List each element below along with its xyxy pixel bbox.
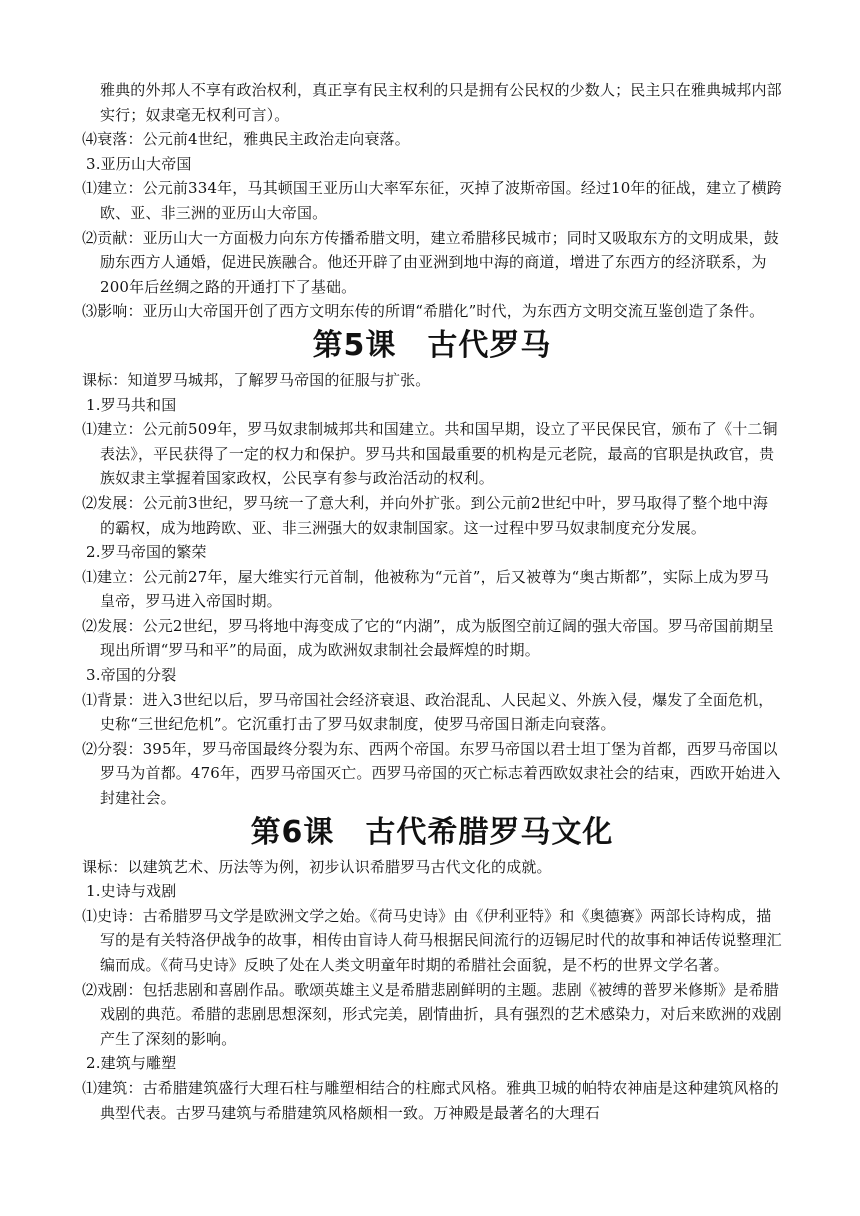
list-item: ⑶影响：亚历山大帝国开创了西方文明东传的所谓“希腊化”时代，为东西方文明交流互鉴创造了条件。	[82, 302, 765, 321]
page-content	[82, 78, 782, 1125]
list-item: ⑵发展：公元2世纪，罗马将地中海变成了它的“内湖”，成为版图空前辽阔的强大帝国。罗马帝国前期呈现出所谓“罗马和平”的局面，成为欧洲奴隶制社会最辉煌的时期。	[82, 616, 774, 660]
subsection-heading: 1.史诗与戏剧	[86, 882, 177, 901]
subsection-heading: 1.罗马共和国	[86, 395, 177, 414]
list-item: ⑵贡献：亚历山大一方面极力向东方传播希腊文明，建立希腊移民城市；同时又吸取东方的文明成果，鼓励东西方人通婚，促进民族融合。他还开辟了由亚洲到地中海的商道，增进了东西方的经济联系，为200年后丝绸之路的开通打下了基础。	[82, 228, 779, 296]
list-item: ⑴背景：进入3世纪以后，罗马帝国社会经济衰退、政治混乱、人民起义、外族入侵，爆发了全面危机，史称“三世纪危机”。它沉重打击了罗马奴隶制度，使罗马帝国日渐走向衰落。	[82, 690, 774, 734]
subsection-heading: 2.建筑与雕塑	[86, 1054, 177, 1073]
lesson-6-title: 第6课 古代希腊罗马文化	[250, 814, 614, 850]
subsection-heading: 3.亚历山大帝国	[86, 154, 192, 173]
list-item: ⑵分裂：395年，罗马帝国最终分裂为东、西两个帝国。东罗马帝国以君士坦丁堡为首都，西罗马帝国以罗马为首都。476年，西罗马帝国灭亡。西罗马帝国的灭亡标志着西欧奴隶社会的结束，西欧开始进入封建社会。	[82, 739, 781, 808]
list-item: ⑵戏剧：包括悲剧和喜剧作品。歌颂英雄主义是希腊悲剧鲜明的主题。悲剧《被缚的普罗米修斯》是希腊戏剧的典范。希腊的悲剧思想深刻，形式完美，剧情曲折，具有强烈的艺术感染力，对后来欧洲的戏剧产生了深刻的影响。	[82, 980, 782, 1048]
subsection-heading: 2.罗马帝国的繁荣	[86, 543, 207, 562]
list-item: ⑴建筑：古希腊建筑盛行大理石柱与雕塑相结合的柱廊式风格。雅典卫城的帕特农神庙是这种建筑风格的典型代表。古罗马建筑与希腊建筑风格颇相一致。万神殿是最著名的大理石	[82, 1078, 779, 1122]
list-item: ⑴史诗：古希腊罗马文学是欧洲文学之始。《荷马史诗》由《伊利亚特》和《奥德赛》两部长诗构成，描写的是有关特洛伊战争的故事，相传由盲诗人荷马根据民间流行的迈锡尼时代的故事和神话传说整理汇编而成。《荷马史诗》反映了处在人类文明童年时期的希腊社会面貌，是不朽的世界文学名著。	[82, 906, 782, 974]
curriculum-standard: 课标：知道罗马城邦，了解罗马帝国的征服与扩张。	[82, 370, 431, 389]
continued-paragraph: 雅典的外邦人不享有政治权利，真正享有民主权利的只是拥有公民权的少数人；民主只在雅典城邦内部实行；奴隶毫无权利可言）。	[100, 81, 782, 124]
curriculum-standard: 课标：以建筑艺术、历法等为例，初步认识希腊罗马古代文化的成就。	[82, 857, 552, 876]
list-item: ⑵发展：公元前3世纪，罗马统一了意大利，并向外扩张。到公元前2世纪中叶，罗马取得了整个地中海的霸权，成为地跨欧、亚、非三洲强大的奴隶制国家。这一过程中罗马奴隶制度充分发展。	[82, 493, 768, 537]
list-item: ⑴建立：公元前27年，屋大维实行元首制，他被称为“元首”，后又被尊为“奥古斯都”，实际上成为罗马皇帝，罗马进入帝国时期。	[82, 567, 769, 611]
list-item: ⑴建立：公元前509年，罗马奴隶制城邦共和国建立。共和国早期，设立了平民保民官，颁布了《十二铜表法》，平民获得了一定的权力和保护。罗马共和国最重要的机构是元老院，最高的官职是执政官，贵族奴隶主掌握着国家政权，公民享有参与政治活动的权利。	[82, 420, 778, 488]
list-item: ⑷衰落：公元前4世纪，雅典民主政治走向衰落。	[82, 130, 410, 149]
list-item: ⑴建立：公元前334年，马其顿国王亚历山大率军东征，灭掉了波斯帝国。经过10年的征战，建立了横跨欧、亚、非三洲的亚历山大帝国。	[82, 179, 782, 222]
subsection-heading: 3.帝国的分裂	[86, 666, 177, 685]
lesson-5-title: 第5课 古代罗马	[312, 327, 552, 363]
